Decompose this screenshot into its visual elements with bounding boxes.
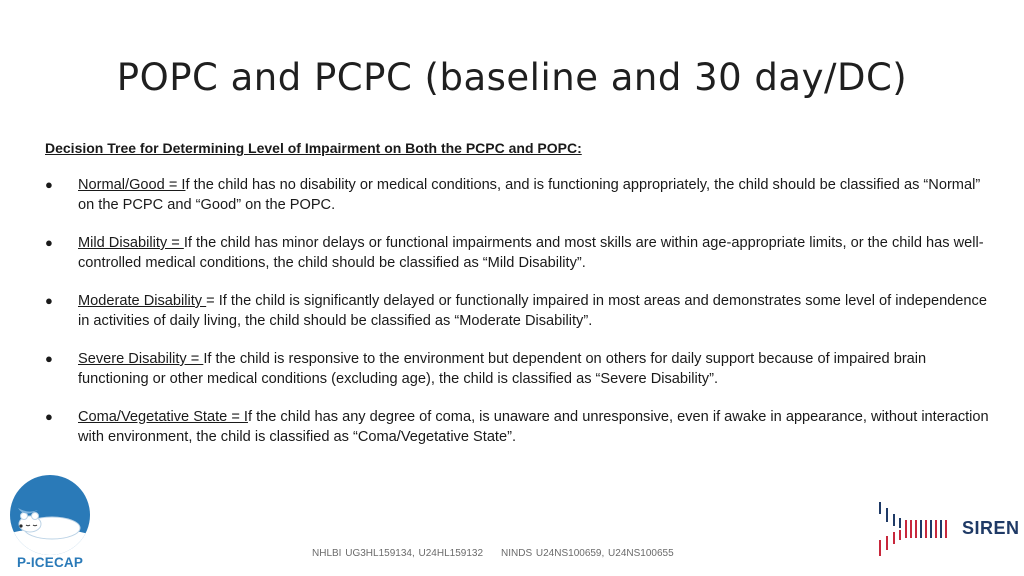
definition-coma-vegetative: f the child has any degree of coma, is unaware and unresponsive, even if awake in appearance, without interaction with environment, the child is classified as “Coma/Vegetative State”. [78,409,989,445]
impairment-levels-list [45,175,990,447]
definition-normal-good: f the child has no disability or medical conditions, and is functioning appropriately, the child should be classified as “Normal” on the PCPC and “Good” on the POPC. [78,177,981,213]
list-item-moderate-disability [45,291,990,331]
term-coma-vegetative: Coma/Vegetative State = I [78,409,248,425]
bullet-icon: ● [45,177,53,192]
grant-nhlbi: NHLBI UG3HL159134, U24HL159132 [312,548,483,559]
bullet-icon: ● [45,293,53,308]
bullet-icon: ● [45,409,53,424]
term-severe-disability: Severe Disability = [78,351,204,367]
list-item-severe-disability [45,349,990,389]
siren-logo-text: SIREN [962,518,1020,538]
term-normal-good: Normal/Good = I [78,177,186,193]
definition-moderate-disability: = If the child is significantly delayed or functionally impaired in most areas and demonstrates some level of independence in activities of daily living, the child should be classified as “Moderate Disability”. [78,293,987,329]
list-item-mild-disability [45,233,990,273]
slide-title: POPC and PCPC (baseline and 30 day/DC) [116,56,908,99]
definition-severe-disability: If the child is responsive to the environment but dependent on others for daily support because of impaired brain functioning or other medical conditions (excluding age), the child is classified as “Severe Disability”. [78,351,927,387]
term-moderate-disability: Moderate Disability [78,293,207,309]
bullet-icon: ● [45,351,53,366]
grant-ninds: NINDS U24NS100659, U24NS100655 [501,548,674,559]
siren-bars-icon [874,498,954,558]
polar-bear-icon [4,474,96,556]
picecap-logo [4,474,96,574]
slide-content [45,139,990,465]
list-item-normal-good [45,175,990,215]
definition-mild-disability: If the child has minor delays or functional impairments and most skills are within age-appropriate limits, or the child has well-controlled medical conditions, the child should be classified as “Mild Disability”. [78,235,984,271]
grant-footer [312,548,674,559]
term-mild-disability: Mild Disability = [78,235,184,251]
bullet-icon: ● [45,235,53,250]
siren-logo [874,498,1020,558]
decision-tree-heading: Decision Tree for Determining Level of Impairment on Both the PCPC and POPC: [45,140,582,156]
picecap-logo-text: P-ICECAP [16,555,84,570]
list-item-coma-vegetative [45,407,990,447]
